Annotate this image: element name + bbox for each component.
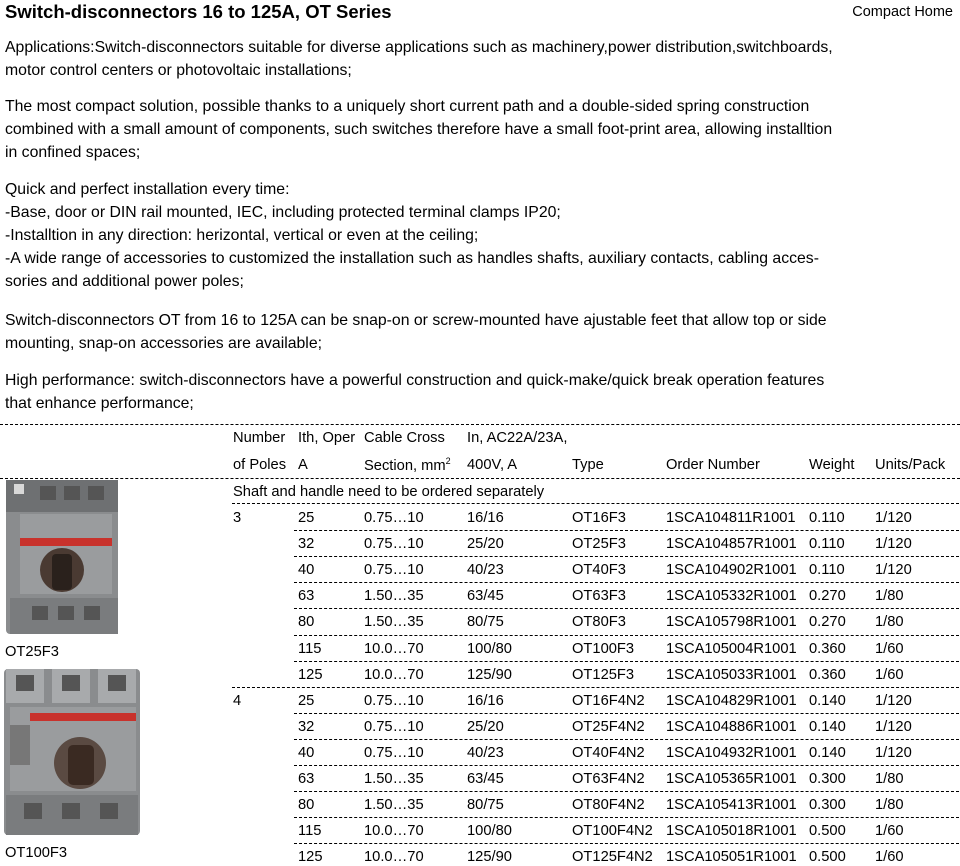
units-pack-cell: 1/120	[875, 718, 912, 735]
ith-cell: 115	[298, 640, 322, 657]
header-of-poles: of Poles	[233, 457, 287, 473]
in-ac-cell: 100/80	[467, 823, 512, 840]
in-ac-cell: 40/23	[467, 744, 504, 761]
cable-section-cell: 1.50…35	[364, 614, 424, 631]
cable-section-cell: 0.75…10	[364, 744, 424, 761]
ith-cell: 40	[298, 562, 315, 579]
units-pack-cell: 1/80	[875, 588, 904, 605]
text-line: mounting, snap-on accessories are available;	[5, 335, 322, 352]
order-number-cell: 1SCA105365R1001	[666, 771, 797, 787]
compact-home-link[interactable]: Compact Home	[852, 4, 953, 20]
cable-section-cell: 1.50…35	[364, 588, 424, 605]
type-cell: OT100F4N2	[572, 823, 653, 840]
units-pack-cell: 1/80	[875, 797, 904, 814]
weight-cell: 0.500	[809, 823, 846, 840]
weight-cell: 0.140	[809, 744, 846, 761]
text-line: -Base, door or DIN rail mounted, IEC, including protected terminal clamps IP20;	[5, 204, 561, 221]
poles-cell: 3	[233, 510, 242, 526]
cable-section-cell: 10.0…70	[364, 640, 424, 657]
order-number-cell: 1SCA105033R1001	[666, 666, 797, 683]
type-cell: OT125F4N2	[572, 849, 653, 866]
units-pack-cell: 1/60	[875, 666, 904, 683]
type-cell: OT80F4N2	[572, 797, 645, 814]
units-pack-cell: 1/120	[875, 536, 912, 553]
header-in-ac: In, AC22A/23A,	[467, 430, 568, 446]
units-pack-cell: 1/120	[875, 744, 912, 761]
order-number-cell: 1SCA104829R1001	[666, 692, 797, 709]
row-divider	[294, 530, 959, 531]
header-ith: Ith, Oper	[298, 430, 356, 446]
text-line: Quick and perfect installation every time:	[5, 181, 290, 198]
in-ac-cell: 16/16	[467, 510, 504, 526]
units-pack-cell: 1/120	[875, 510, 912, 526]
weight-cell: 0.110	[809, 536, 845, 553]
in-ac-cell: 40/23	[467, 562, 504, 579]
weight-cell: 0.110	[809, 562, 845, 579]
order-number-cell: 1SCA104932R1001	[666, 744, 797, 761]
units-pack-cell: 1/80	[875, 614, 904, 631]
switch-disconnector-large-photo-icon	[0, 665, 145, 840]
ith-cell: 25	[298, 692, 315, 709]
type-cell: OT16F3	[572, 510, 626, 526]
ith-cell: 63	[298, 771, 315, 787]
ith-cell: 115	[298, 823, 322, 840]
row-divider	[294, 713, 959, 714]
text-line: -Installtion in any direction: herizontal, vertical or even at the ceiling;	[5, 227, 479, 244]
ith-cell: 40	[298, 744, 315, 761]
switch-disconnector-3pole-photo-icon	[2, 478, 130, 640]
text-line: sories and additional power poles;	[5, 273, 244, 290]
ot100f3-label: OT100F3	[5, 845, 68, 861]
text-line: -A wide range of accessories to customized the installation such as handles shafts, auxiliary contacts, cabling acces-	[5, 250, 819, 267]
in-ac-cell: 125/90	[467, 666, 512, 683]
units-pack-cell: 1/120	[875, 692, 912, 709]
weight-cell: 0.140	[809, 692, 846, 709]
text-line: Applications:Switch-disconnectors suitable for diverse applications such as machinery,power distribution,switchboards,	[5, 39, 833, 56]
cable-section-cell: 10.0…70	[364, 849, 424, 866]
row-divider	[294, 556, 959, 557]
in-ac-cell: 100/80	[467, 640, 512, 657]
weight-cell: 0.270	[809, 588, 846, 605]
type-cell: OT16F4N2	[572, 692, 645, 709]
weight-cell: 0.300	[809, 797, 846, 814]
header-a: A	[298, 457, 308, 473]
compact-solution-paragraph	[5, 95, 955, 164]
header-order-number: Order Number	[666, 457, 760, 473]
header-type: Type	[572, 457, 604, 473]
order-number-cell: 1SCA104857R1001	[666, 536, 797, 553]
cable-section-cell: 10.0…70	[364, 666, 424, 683]
page-title: Switch-disconnectors 16 to 125A, OT Series	[5, 1, 392, 22]
ith-cell: 80	[298, 797, 315, 814]
ith-cell: 63	[298, 588, 315, 605]
weight-cell: 0.300	[809, 771, 846, 787]
installation-paragraph	[5, 178, 955, 293]
text-line: combined with a small amount of components, such switches therefore have a small foot-print area, allowing installtion	[5, 121, 833, 138]
text-line: Switch-disconnectors OT from 16 to 125A can be snap-on or screw-mounted have ajustable feet that allow top or side	[5, 312, 827, 329]
weight-cell: 0.360	[809, 640, 846, 657]
units-pack-cell: 1/80	[875, 771, 904, 787]
order-number-cell: 1SCA104886R1001	[666, 718, 797, 735]
in-ac-cell: 80/75	[467, 797, 504, 814]
row-divider	[294, 765, 959, 766]
header-units-pack: Units/Pack	[875, 457, 946, 473]
type-cell: OT40F4N2	[572, 744, 645, 761]
row-divider	[294, 608, 959, 609]
units-pack-cell: 1/60	[875, 823, 904, 840]
ith-cell: 80	[298, 614, 315, 631]
units-pack-cell: 1/60	[875, 849, 904, 866]
type-cell: OT63F3	[572, 588, 626, 605]
row-divider	[294, 582, 959, 583]
type-cell: OT100F3	[572, 640, 635, 657]
in-ac-cell: 80/75	[467, 614, 504, 631]
mounting-paragraph	[5, 309, 955, 355]
cable-section-cell: 0.75…10	[364, 692, 424, 709]
row-divider	[294, 635, 959, 636]
weight-cell: 0.500	[809, 849, 846, 866]
type-cell: OT25F3	[572, 536, 626, 553]
row-divider	[294, 661, 959, 662]
cable-section-cell: 0.75…10	[364, 536, 424, 553]
text-line: in confined spaces;	[5, 144, 141, 161]
text-line: The most compact solution, possible thanks to a uniquely short current path and a double-sided spring construction	[5, 98, 810, 115]
in-ac-cell: 63/45	[467, 588, 504, 605]
header-cable-cross: Cable Cross	[364, 430, 445, 446]
ith-cell: 25	[298, 510, 315, 526]
cable-section-cell: 10.0…70	[364, 823, 424, 840]
order-number-cell: 1SCA105798R1001	[666, 614, 797, 631]
header-section: Section, $mm^2$	[364, 456, 451, 474]
in-ac-cell: 25/20	[467, 718, 504, 735]
order-number-cell: 1SCA105332R1001	[666, 588, 797, 605]
type-cell: OT63F4N2	[572, 771, 645, 787]
in-ac-cell: 63/45	[467, 771, 504, 787]
note-divider	[232, 503, 959, 504]
order-number-cell: 1SCA105018R1001	[666, 823, 797, 840]
order-number-cell: 1SCA104902R1001	[666, 562, 797, 579]
ot25f3-label: OT25F3	[5, 644, 59, 660]
text-line: that enhance performance;	[5, 395, 194, 412]
in-ac-cell: 25/20	[467, 536, 504, 553]
applications-paragraph	[5, 36, 955, 82]
ith-cell: 32	[298, 718, 315, 735]
order-number-cell: 1SCA105051R1001	[666, 849, 797, 866]
row-divider	[294, 739, 959, 740]
type-cell: OT125F3	[572, 666, 635, 683]
ith-cell: 125	[298, 666, 323, 683]
cable-section-cell: 1.50…35	[364, 797, 424, 814]
order-number-cell: 1SCA105413R1001	[666, 797, 797, 814]
group-divider	[232, 687, 959, 688]
cable-section-cell: 0.75…10	[364, 510, 424, 526]
type-cell: OT25F4N2	[572, 718, 645, 735]
ith-cell: 32	[298, 536, 315, 553]
units-pack-cell: 1/60	[875, 640, 904, 657]
in-ac-cell: 16/16	[467, 692, 504, 709]
header-number: Number	[233, 430, 286, 446]
performance-paragraph	[5, 369, 955, 415]
section-divider	[0, 424, 960, 425]
header-weight: Weight	[809, 457, 855, 473]
table-note: Shaft and handle need to be ordered separately	[233, 484, 545, 500]
ith-cell: 125	[298, 849, 323, 866]
weight-cell: 0.270	[809, 614, 846, 631]
cable-section-cell: 1.50…35	[364, 771, 424, 787]
type-cell: OT80F3	[572, 614, 626, 631]
row-divider	[294, 817, 959, 818]
weight-cell: 0.110	[809, 510, 845, 526]
in-ac-cell: 125/90	[467, 849, 512, 866]
text-line: High performance: switch-disconnectors have a powerful construction and quick-make/quick break operation features	[5, 372, 825, 389]
weight-cell: 0.140	[809, 718, 846, 735]
cable-section-cell: 0.75…10	[364, 562, 424, 579]
cable-section-cell: 0.75…10	[364, 718, 424, 735]
row-divider	[294, 843, 959, 844]
poles-cell: 4	[233, 692, 242, 709]
header-divider	[0, 478, 960, 479]
type-cell: OT40F3	[572, 562, 626, 579]
text-line: motor control centers or photovoltaic installations;	[5, 62, 352, 79]
units-pack-cell: 1/120	[875, 562, 912, 579]
header-400v: 400V, A	[467, 457, 518, 473]
row-divider	[294, 791, 959, 792]
order-number-cell: 1SCA104811R1001	[666, 510, 796, 526]
weight-cell: 0.360	[809, 666, 846, 683]
order-number-cell: 1SCA105004R1001	[666, 640, 797, 657]
